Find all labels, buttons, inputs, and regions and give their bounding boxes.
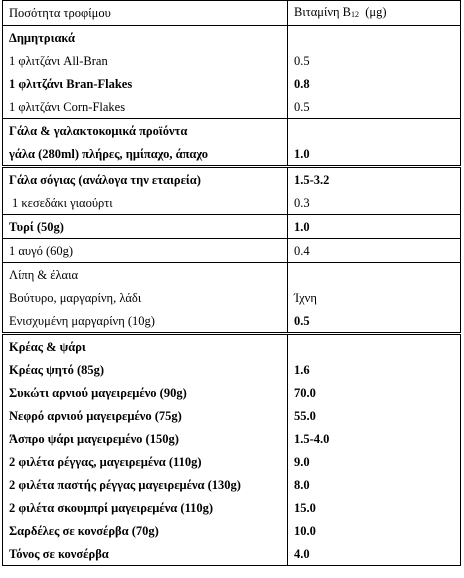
value-cell: 4.0 [288, 542, 461, 566]
food-cell: Κρέας & ψάρι [3, 334, 288, 359]
table-row [3, 427, 461, 450]
food-cell: γάλα (280ml) πλήρες, ημίπαχο, άπαχο [3, 142, 288, 167]
value-cell [288, 263, 461, 287]
table-header-row [3, 1, 461, 26]
food-cell: Γάλα σόγιας (ανάλογα την εταιρεία) [3, 167, 288, 192]
table-row [3, 49, 461, 72]
table-row [3, 358, 461, 381]
table-row [3, 191, 461, 215]
vitamin-b12-table [2, 0, 461, 566]
table-row [3, 26, 461, 50]
value-cell [288, 334, 461, 359]
value-cell: 0.3 [288, 191, 461, 215]
table-row [3, 519, 461, 542]
food-cell: 2 φιλέτα παστής ρέγγας μαγειρεμένα (130g) [3, 473, 288, 496]
food-cell: Δημητριακά [3, 26, 288, 50]
food-cell: 1 κεσεδάκι γιαούρτι [3, 191, 288, 215]
table-row [3, 286, 461, 309]
value-cell: 10.0 [288, 519, 461, 542]
value-cell: 0.5 [288, 309, 461, 334]
table-row [3, 142, 461, 167]
header-vitamin-unit: (μg) [359, 4, 387, 19]
value-cell [288, 119, 461, 143]
value-cell: 1.0 [288, 215, 461, 239]
header-vitamin-subscript: 12 [351, 9, 359, 19]
value-cell: 0.4 [288, 239, 461, 263]
food-cell: Βούτυρο, μαργαρίνη, λάδι [3, 286, 288, 309]
table-row [3, 167, 461, 192]
food-cell: 1 φλιτζάνι Bran-Flakes [3, 72, 288, 95]
header-vitamin-label: Βιταμίνη Β [294, 4, 351, 19]
table-row [3, 542, 461, 566]
food-cell: Γάλα & γαλακτοκομικά προϊόντα [3, 119, 288, 143]
value-cell [288, 26, 461, 50]
table-row [3, 119, 461, 143]
table-row [3, 450, 461, 473]
value-cell: 55.0 [288, 404, 461, 427]
food-cell: Άσπρο ψάρι μαγειρεμένο (150g) [3, 427, 288, 450]
value-cell: 0.5 [288, 49, 461, 72]
value-cell: 1.5-4.0 [288, 427, 461, 450]
value-cell: 1.0 [288, 142, 461, 167]
food-cell: Λίπη & έλαια [3, 263, 288, 287]
food-cell: Συκώτι αρνιού μαγειρεμένο (90g) [3, 381, 288, 404]
food-cell: 2 φιλέτα ρέγγας, μαγειρεμένα (110g) [3, 450, 288, 473]
food-cell: Κρέας ψητό (85g) [3, 358, 288, 381]
value-cell: 70.0 [288, 381, 461, 404]
table-row [3, 239, 461, 263]
table-row [3, 496, 461, 519]
table-row [3, 263, 461, 287]
value-cell: 9.0 [288, 450, 461, 473]
food-cell: Τυρί (50g) [3, 215, 288, 239]
value-cell: 1.5-3.2 [288, 167, 461, 192]
table-row [3, 381, 461, 404]
header-food-quantity: Ποσότητα τροφίμου [3, 1, 288, 26]
table-row [3, 473, 461, 496]
food-cell: 1 αυγό (60g) [3, 239, 288, 263]
food-cell: Νεφρό αρνιού μαγειρεμένο (75g) [3, 404, 288, 427]
value-cell: 8.0 [288, 473, 461, 496]
food-cell: 2 φιλέτα σκουμπρί μαγειρεμένα (110g) [3, 496, 288, 519]
value-cell: 0.8 [288, 72, 461, 95]
table-row [3, 215, 461, 239]
value-cell: 1.6 [288, 358, 461, 381]
value-cell: Ίχνη [288, 286, 461, 309]
food-cell: 1 φλιτζάνι Corn-Flakes [3, 95, 288, 119]
food-cell: Σαρδέλες σε κονσέρβα (70g) [3, 519, 288, 542]
table-row [3, 309, 461, 334]
table-row [3, 404, 461, 427]
header-vitamin-b12 [288, 1, 461, 26]
value-cell: 15.0 [288, 496, 461, 519]
table-row [3, 334, 461, 359]
food-cell: Ενισχυμένη μαργαρίνη (10g) [3, 309, 288, 334]
food-cell: Τόνος σε κονσέρβα [3, 542, 288, 566]
food-cell: 1 φλιτζάνι All-Bran [3, 49, 288, 72]
table-row [3, 72, 461, 95]
value-cell: 0.5 [288, 95, 461, 119]
table-row [3, 95, 461, 119]
